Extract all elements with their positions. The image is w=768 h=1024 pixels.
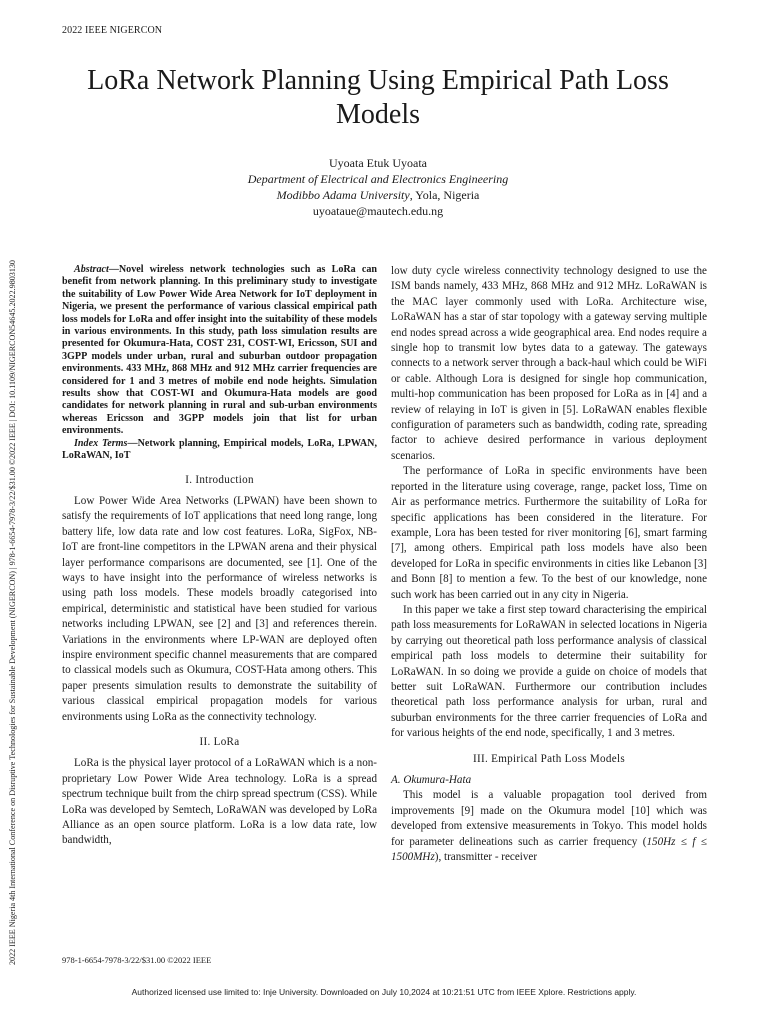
- contribution-paragraph: In this paper we take a first step toward characterising the empirical path loss measurements for LoRaWAN in selected locations in Nigeria by carrying out theoretical path loss performance analysis of classical empirical path loss models to determine their suitability for LoRaWAN. In so doing we provide a guide on choice of models that better suit LoRaWAN. Furthermore our contribution includes theoretical path loss performance analysis for urban, rural and suburban environments for the three carrier frequencies of LoRa and for various heights of the end node, specifically, 1 and 3 metres.: [391, 603, 707, 740]
- index-terms: [62, 438, 377, 463]
- abstract-text: —Novel wireless network technologies such as LoRa can benefit from network planning. In this preliminary study to investigate the suitability of Low Power Wide Area Network for IoT deployment in Nigeria, we present the performance of various classical empirical path loss models for LoRa and offer insight into the suitability of these models in various environments. In this study, path loss simulation results are presented for Okumura-Hata, COST 231, COST-WI, Ericsson, SUI and 3GPP models under urban, rural and suburban outdoor propagation environments. 433 MHz, 868 MHz and 912 MHz carrier frequencies are considered for 1 and 3 metres of mobile end node heights. Simulation results show that COST-WI and Okumura-Hata models are good candidates for network planning in rural and sub-urban environments whereas Ericsson and 3GPP models join that list for urban environments.: [62, 264, 377, 437]
- author-location: , Yola, Nigeria: [409, 188, 480, 202]
- subsection-okumura-hata-heading: A. Okumura-Hata: [391, 774, 472, 786]
- okumura-text-start: This model is a valuable propagation tool derived from improvements [9] made on the Okumura model [10] which was developed from extensive measurements in Tokyo. This model holds for parameter delineations such as carrier frequency (: [391, 789, 707, 848]
- abstract: [62, 264, 377, 438]
- author-university: Modibbo Adama University: [276, 188, 410, 202]
- performance-paragraph: The performance of LoRa in specific environments have been reported in the literature using coverage, range, packet loss, Time on Air as performance metrics. Furthermore the suitability of LoRa for specific applications has been considered in the literature. For example, Lora has been tested for river monitoring [6], smart farming [7], among others. Empirical path loss models have also been developed for LoRa in specific environments in cities like Lebanon [3] and Bonn [8] to mention a few. To the best of our knowledge, none such work has been carried out in any city in Nigeria.: [391, 465, 707, 601]
- title-line-1: LoRa Network Planning Using Empirical Path Loss: [87, 65, 669, 96]
- frequency-range-math: 150Hz ≤ f ≤ 1500MHz: [391, 835, 707, 864]
- section-lora-heading: II. LoRa: [199, 736, 240, 748]
- author-email: uyoataue@mautech.edu.ng: [312, 204, 444, 218]
- section-introduction-heading: I. Introduction: [185, 473, 254, 486]
- section-empirical-models-heading: III. Empirical Path Loss Models: [473, 752, 625, 765]
- abstract-label: Abstract: [74, 264, 109, 275]
- title-line-2: Models: [336, 99, 420, 130]
- okumura-text-end: ), transmitter - receiver: [434, 851, 538, 864]
- copyright-footer: 978-1-6654-7978-3/22/$31.00 ©2022 IEEE: [62, 955, 212, 965]
- conference-header: 2022 IEEE NIGERCON: [62, 25, 163, 36]
- author-block: [40, 155, 716, 219]
- author-department: Department of Electrical and Electronics Engineering: [247, 172, 509, 186]
- lora-paragraph: LoRa is the physical layer protocol of a LoRaWAN which is a non-proprietary Low Power Wide Area technology. LoRa is a spread spectrum technique built from the chirp spread spectrum (CSS). While LoRa was developed by Semtech, LoRaWAN was developed by LoRa Alliance as an open source platform. LoRa is a low data rate, low bandwidth,: [62, 757, 377, 847]
- paper-title: [40, 64, 716, 132]
- okumura-hata-paragraph: [391, 788, 707, 865]
- index-terms-text: —Network planning, Empirical models, LoRa, LPWAN, LoRaWAN, IoT: [62, 437, 377, 462]
- left-column: [62, 264, 377, 849]
- index-terms-label: Index Terms: [74, 437, 128, 449]
- introduction-paragraph: Low Power Wide Area Networks (LPWAN) have been shown to satisfy the requirements of IoT applications that need long range, long battery life, low data rate and low cost features. LoRa, SigFox, NB-IoT are front-line competitors in the LPWAN arena and their physical layer performance comparisons are documented, see [1]. One of the ways to have insight into the performance of wireless networks is using path loss models. These models broadly categorised into empirical, deterministic and statistical have been studied for various networks including LPWAN, see [2] and [3] and references therein. Variations in the environments where LP-WAN are deployed often inspire environment specific channel measurements that are compared to classical models such as Okumura, COST-Hata among others. This paper presents simulation results to demonstrate the suitability of various classical empirical propagation models for various environments using LoRa as the connectivity technology.: [62, 494, 377, 723]
- sidebar-doi-text: 2022 IEEE Nigeria 4th International Conference on Disruptive Technologies for Sustainable Development (NIGERCON) | 978-1-6654-7978-3/22/$31.00 ©2022 IEEE | DOI: 10.1109/NIGERCON54645.2022.9803130: [8, 260, 17, 965]
- right-column: [391, 264, 707, 865]
- lora-continued-paragraph: low duty cycle wireless connectivity technology designed to use the ISM bands namely, 433 MHz, 868 MHz and 912 MHz. LoRaWAN is the MAC layer commonly used with LoRa. Architecture wise, LoRaWAN has a star of star topology with a gateway serving multiple end nodes spread across a wide geographical area. End nodes require a single hop to transmit low bytes data to a gateway. The gateways connects to a network server through a back-haul which could be WiFi or cable. Although Lora is designed for single hop communication, multi-hop communication has been proposed for LoRa as in [4] and a review of relaying in IoT is given in [5]. LoRaWAN enables flexible configuration of parameters such as bandwidth, coding rate, spreading factor to achieve desired performance in various deployment scenarios.: [391, 265, 707, 462]
- author-affiliation: [40, 187, 716, 203]
- author-name: Uyoata Etuk Uyoata: [329, 156, 427, 170]
- license-notice: Authorized licensed use limited to: Inje University. Downloaded on July 10,2024 at 10:21:51 UTC from IEEE Xplore. Restrictions apply.: [131, 987, 637, 997]
